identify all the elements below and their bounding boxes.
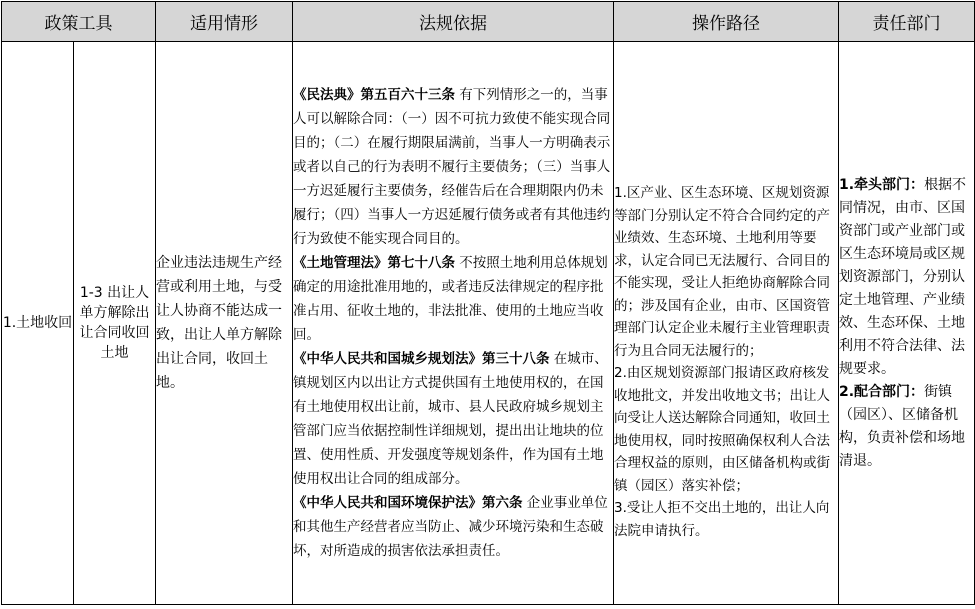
law-text: 不按照土地利用总体规划确定的用途批准用地的，或者违反法律规定的程序批准占用、征收土地的，非法批准、使用的土地应当收回。 bbox=[293, 255, 608, 343]
subtool-cell bbox=[74, 42, 156, 605]
policy-table bbox=[1, 1, 975, 605]
scenario-text: 企业违法违规生产经营或利用土地，与受让人协商不能达成一致，出让人单方解除出让合同，收回土地。 bbox=[156, 255, 282, 391]
tool-name: 1.土地收回 bbox=[2, 315, 73, 331]
header-scenario: 适用情形 bbox=[156, 2, 293, 42]
law-title: 《中华人民共和国城乡规划法》第三十八条 bbox=[293, 351, 550, 367]
law-title: 《民法典》第五百六十三条 bbox=[293, 87, 455, 103]
legal-basis-cell bbox=[293, 42, 614, 605]
header-row bbox=[2, 2, 975, 42]
department-cell bbox=[839, 42, 975, 605]
subtool-name: 1-3 出让人单方解除出让合同收回土地 bbox=[79, 285, 150, 361]
procedure-cell bbox=[614, 42, 839, 605]
department-entry bbox=[839, 381, 974, 473]
department-head: 1.牵头部门： bbox=[839, 176, 925, 193]
law-text: 在城市、镇规划区内以出让方式提供国有土地使用权的，在国有土地使用权出让前，城市、县人民政府城乡规划主管部门应当依据控制性详细规划，提出出让地块的位置、使用性质、开发强度等规划条件，作为国有土地使用权出让合同的组成部分。 bbox=[293, 351, 608, 487]
law-text: 有下列情形之一的，当事人可以解除合同：（一）因不可抗力致使不能实现合同目的；（二）在履行期限届满前，当事人一方明确表示或者以自己的行为表明不履行主要债务；（三）当事人一方迟延履行主要债务，经催告后在合理期限内仍未履行；（四）当事人一方迟延履行债务或者有其他违约行为致使不能实现合同目的。 bbox=[293, 87, 611, 247]
law-title: 《土地管理法》第七十八条 bbox=[293, 255, 455, 271]
department-text: 街镇（园区）、区储备机构，负责补偿和场地清退。 bbox=[839, 383, 965, 469]
procedure-step: 2.由区规划资源部门报请区政府核发收地批文，并发出收地文书；出让人向受让人送达解除合同通知，收回土地使用权，同时按照确保权利人合法合理权益的原则，由区储备机构或街镇（园区）落实补偿； bbox=[614, 365, 830, 494]
law-entry bbox=[293, 83, 613, 251]
department-text: 根据不同情况，由市、区国资部门或产业部门或区生态环境局或区规划资源部门，分别认定土地管理、产业绩效、生态环保、土地利用不符合法律、法规要求。 bbox=[839, 176, 967, 377]
procedure-top-space bbox=[614, 104, 838, 182]
header-legal-basis: 法规依据 bbox=[293, 2, 614, 42]
law-title: 《中华人民共和国环境保护法》第六条 bbox=[293, 495, 523, 511]
header-tool: 政策工具 bbox=[2, 2, 156, 42]
department-head: 2.配合部门： bbox=[839, 383, 925, 400]
department-entry bbox=[839, 174, 974, 381]
table-row bbox=[2, 42, 975, 605]
law-entry bbox=[293, 251, 613, 347]
law-entry bbox=[293, 347, 613, 491]
law-text: 企业事业单位和其他生产经营者应当防止、减少环境污染和生态破坏，对所造成的损害依法承担责任。 bbox=[293, 495, 608, 559]
tool-cell bbox=[2, 42, 74, 605]
header-department: 责任部门 bbox=[839, 2, 975, 42]
scenario-cell bbox=[156, 42, 293, 605]
procedure-step: 3.受让人拒不交出土地的，出让人向法院申请执行。 bbox=[614, 500, 830, 539]
procedure-step: 1.区产业、区生态环境、区规划资源等部门分别认定不符合合同约定的产业绩效、生态环境、土地利用等要求，认定合同已无法履行、合同目的不能实现，受让人拒绝协商解除合同的；涉及国有企业，由市、区国资管理部门认定企业未履行主业管理职责行为且合同无法履行的； bbox=[614, 185, 830, 359]
header-procedure: 操作路径 bbox=[614, 2, 839, 42]
law-entry bbox=[293, 491, 613, 563]
